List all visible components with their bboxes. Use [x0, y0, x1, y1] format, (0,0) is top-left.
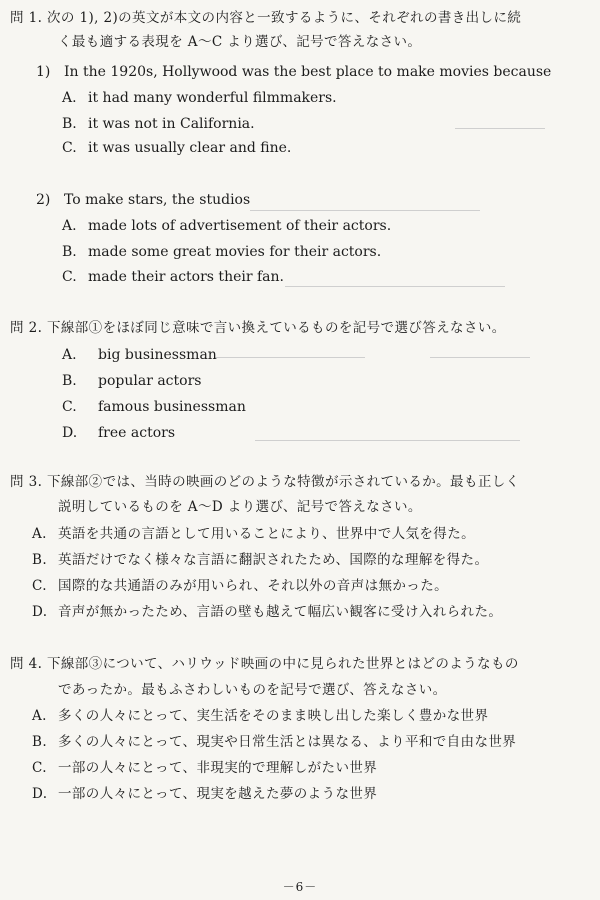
q1-item1-option-b: [62, 114, 255, 134]
option-letter: D.: [62, 425, 78, 441]
option-letter: A.: [32, 708, 47, 724]
q1-header-line2: く最も適する表現を A～C より選び、記号で答えなさい。: [58, 34, 422, 50]
q3-option-c: [32, 576, 448, 596]
option-letter: C.: [62, 399, 77, 415]
option-text: it was usually clear and fine.: [88, 140, 292, 156]
option-letter: C.: [62, 269, 77, 285]
q1-header-line1: 問 1. 次の 1), 2)の英文が本文の内容と一致するように、それぞれの書き出しに続: [10, 10, 522, 26]
q2-header: 問 2. 下線部①をほぼ同じ意味で言い換えているものを記号で選び答えなさい。: [10, 320, 506, 336]
q1-item2-stem-text: To make stars, the studios: [64, 192, 251, 208]
option-letter: C.: [62, 140, 77, 156]
q2-option-b: [62, 371, 201, 391]
bleed-rule: [285, 286, 505, 287]
option-text: popular actors: [98, 373, 202, 389]
option-letter: C.: [32, 760, 47, 776]
q3-option-b: [32, 550, 488, 570]
option-text: it had many wonderful filmmakers.: [88, 90, 337, 106]
q4-option-a: [32, 706, 488, 726]
option-text: 一部の人々にとって、非現実的で理解しがたい世界: [58, 760, 378, 776]
option-text: 多くの人々にとって、実生活をそのまま映し出した楽しく豊かな世界: [58, 708, 489, 724]
option-letter: A.: [62, 90, 77, 106]
option-text: 英語だけでなく様々な言語に翻訳されたため、国際的な理解を得た。: [58, 552, 489, 568]
q1-item2-option-b: [62, 242, 381, 262]
option-letter: D.: [32, 604, 48, 620]
page-number: －6－: [282, 880, 318, 894]
option-letter: D.: [32, 786, 48, 802]
option-text: made their actors their fan.: [88, 269, 284, 285]
q2-option-d: [62, 423, 175, 443]
bleed-rule: [455, 128, 545, 129]
q1-item1-stem: [36, 62, 551, 82]
q2-option-a: [62, 345, 217, 365]
option-text: made some great movies for their actors.: [88, 244, 382, 260]
q1-item1-number: 1): [36, 64, 51, 80]
q1-item2-stem: [36, 190, 250, 210]
q4-header-line1: 問 4. 下線部③について、ハリウッド映画の中に見られた世界とはどのようなもの: [10, 656, 519, 672]
q3-header-line2: 説明しているものを A～D より選び、記号で答えなさい。: [58, 499, 422, 515]
bleed-rule: [215, 357, 365, 358]
option-letter: A.: [32, 526, 47, 542]
bleed-rule: [255, 440, 520, 441]
option-letter: C.: [32, 578, 47, 594]
q4-header-line2: であったか。最もふさわしいものを記号で選び、答えなさい。: [58, 682, 447, 698]
option-letter: A.: [62, 218, 77, 234]
q3-option-d: [32, 602, 502, 622]
option-letter: B.: [62, 244, 77, 260]
q1-item2-number: 2): [36, 192, 51, 208]
option-text: 英語を共通の言語として用いることにより、世界中で人気を得た。: [58, 526, 475, 542]
q4-option-b: [32, 732, 516, 752]
option-text: big businessman: [98, 347, 217, 363]
q4-option-d: [32, 784, 377, 804]
bleed-rule: [430, 357, 530, 358]
option-text: free actors: [98, 425, 176, 441]
q1-item2-option-c: [62, 267, 284, 287]
q2-option-c: [62, 397, 246, 417]
q1-item1-stem-text: In the 1920s, Hollywood was the best place to make movies because: [64, 64, 552, 80]
option-text: 一部の人々にとって、現実を越えた夢のような世界: [58, 786, 378, 802]
q3-header-line1: 問 3. 下線部②では、当時の映画のどのような特徴が示されているか。最も正しく: [10, 474, 520, 490]
q1-item1-option-c: [62, 138, 291, 158]
option-text: famous businessman: [98, 399, 246, 415]
option-letter: B.: [32, 734, 48, 750]
option-letter: B.: [62, 373, 77, 389]
option-letter: B.: [32, 552, 48, 568]
q1-item2-option-a: [62, 216, 391, 236]
option-text: 多くの人々にとって、現実や日常生活とは異なる、より平和で自由な世界: [58, 734, 517, 750]
q3-option-a: [32, 524, 475, 544]
option-text: 国際的な共通語のみが用いられ、それ以外の音声は無かった。: [58, 578, 449, 594]
option-text: made lots of advertisement of their actors.: [88, 218, 392, 234]
option-letter: A.: [62, 347, 77, 363]
option-letter: B.: [62, 116, 77, 132]
option-text: 音声が無かったため、言語の壁も越えて幅広い観客に受け入れられた。: [58, 604, 503, 620]
q4-option-c: [32, 758, 377, 778]
option-text: it was not in California.: [88, 116, 255, 132]
bleed-rule: [250, 210, 480, 211]
q1-item1-option-a: [62, 88, 337, 108]
